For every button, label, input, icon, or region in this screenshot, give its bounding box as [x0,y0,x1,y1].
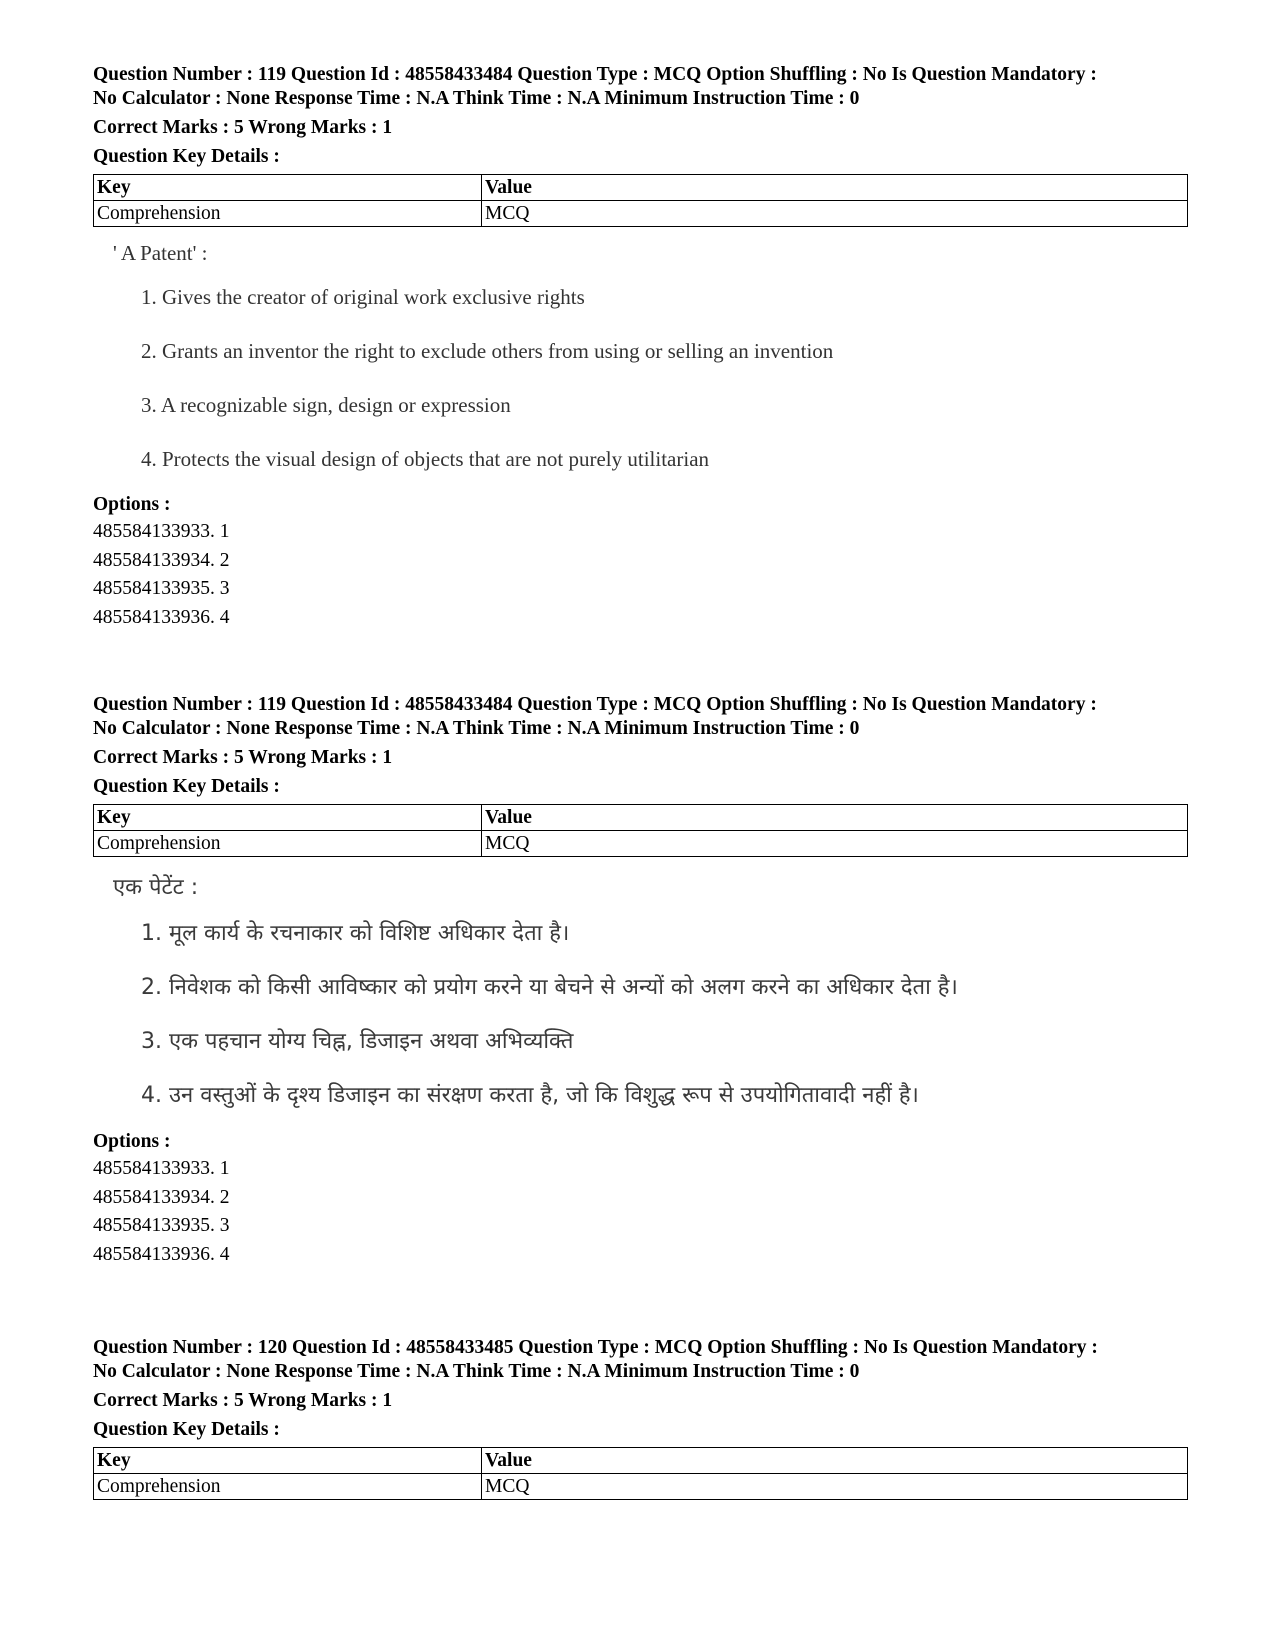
question-lead: ' A Patent' : [113,241,208,265]
marks-line: Correct Marks : 5 Wrong Marks : 1 [93,747,393,768]
table-header-value: Value [482,805,1188,831]
table-cell-value: MCQ [482,1474,1188,1500]
question-item: 3. A recognizable sign, design or expression [141,393,511,417]
marks-line: Correct Marks : 5 Wrong Marks : 1 [93,117,393,138]
table-header-row [94,175,1188,201]
option-item: 485584133933. 1 [93,521,230,542]
question-item: 2. Grants an inventor the right to exclude others from using or selling an invention [141,339,834,363]
question-meta-line: Question Number : 119 Question Id : 48558433484 Question Type : MCQ Option Shuffling : No Is Question Mandatory : [93,64,1097,85]
table-cell-key: Comprehension [94,831,482,857]
key-details-table [93,174,1188,227]
question-meta-line: Question Number : 120 Question Id : 48558433485 Question Type : MCQ Option Shuffling : No Is Question Mandatory : [93,1337,1098,1358]
options-label: Options : [93,494,171,515]
option-item: 485584133933. 1 [93,1158,230,1179]
table-header-key: Key [94,1448,482,1474]
table-header-key: Key [94,175,482,201]
question-meta-line: No Calculator : None Response Time : N.A Think Time : N.A Minimum Instruction Time : 0 [93,1361,860,1382]
question-block-120 [93,1336,1188,1500]
key-details-label: Question Key Details : [93,1419,280,1440]
table-cell-value: MCQ [482,201,1188,227]
table-header-value: Value [482,175,1188,201]
question-item: 1. मूल कार्य के रचनाकार को विशिष्ट अधिकार देता है। [141,921,570,946]
option-item: 485584133934. 2 [93,549,230,571]
options-label: Options : [93,1131,171,1152]
table-header-row [94,1448,1188,1474]
table-row [94,201,1188,227]
question-lead: एक पेटेंट : [113,875,199,900]
option-item: 485584133934. 2 [93,1186,230,1208]
option-item: 485584133935. 3 [93,1215,230,1236]
key-details-table [93,804,1188,857]
question-item: 2. निवेशक को किसी आविष्कार को प्रयोग करने या बेचने से अन्यों को अलग करने का अधिकार देता है। [141,975,958,1000]
question-block-119-en [93,63,1188,632]
table-row [94,1474,1188,1500]
option-item: 485584133936. 4 [93,606,230,628]
table-header-key: Key [94,805,482,831]
table-cell-value: MCQ [482,831,1188,857]
key-details-label: Question Key Details : [93,146,280,167]
key-details-table [93,1447,1188,1500]
question-block-119-hi [93,693,1188,1269]
question-meta-line: No Calculator : None Response Time : N.A Think Time : N.A Minimum Instruction Time : 0 [93,88,860,109]
question-item: 3. एक पहचान योग्य चिह्न, डिजाइन अथवा अभिव्यक्ति [141,1029,574,1054]
question-text [93,241,1188,472]
question-text [93,871,1188,1109]
question-item: 1. Gives the creator of original work exclusive rights [141,285,585,309]
table-cell-key: Comprehension [94,201,482,227]
key-details-label: Question Key Details : [93,776,280,797]
question-item: 4. उन वस्तुओं के दृश्य डिजाइन का संरक्षण करता है, जो कि विशुद्ध रूप से उपयोगितावादी नहीं है। [141,1083,919,1108]
table-row [94,831,1188,857]
question-meta-line: No Calculator : None Response Time : N.A Think Time : N.A Minimum Instruction Time : 0 [93,718,860,739]
table-header-value: Value [482,1448,1188,1474]
option-item: 485584133935. 3 [93,578,230,599]
table-cell-key: Comprehension [94,1474,482,1500]
marks-line: Correct Marks : 5 Wrong Marks : 1 [93,1390,393,1411]
option-item: 485584133936. 4 [93,1243,230,1265]
table-header-row [94,805,1188,831]
question-meta-line: Question Number : 119 Question Id : 48558433484 Question Type : MCQ Option Shuffling : No Is Question Mandatory : [93,694,1097,715]
question-item: 4. Protects the visual design of objects that are not purely utilitarian [141,447,710,471]
